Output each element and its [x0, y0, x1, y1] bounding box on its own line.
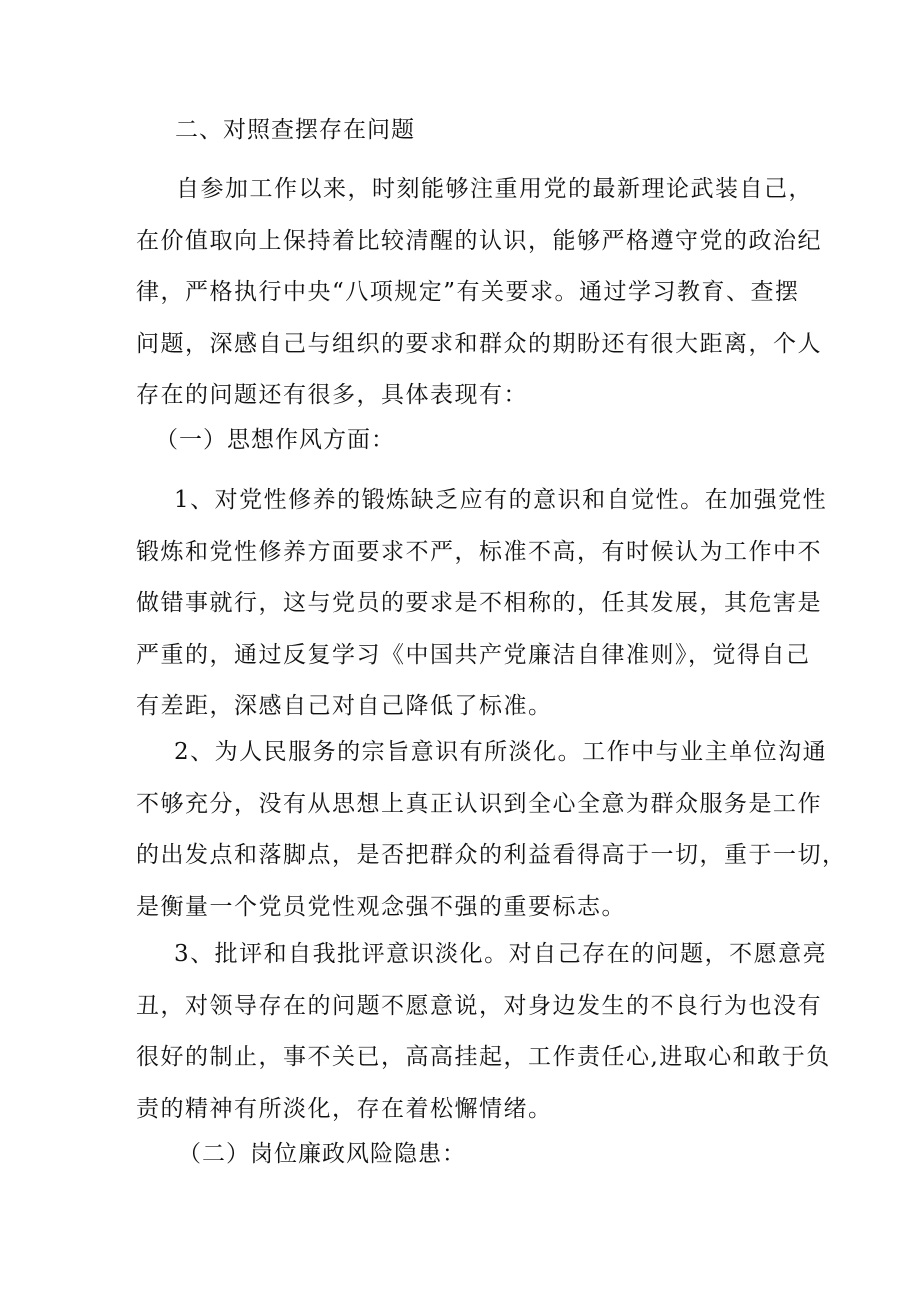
- text-line: 律，严格执行中央“八项规定”有关要求。通过学习教育、查摆: [136, 279, 800, 305]
- text-line: 做错事就行，这与党员的要求是不相称的，任其发展，其危害是: [136, 590, 822, 616]
- item-1-paragraph: [136, 475, 828, 733]
- text-line: 丑，对领导存在的问题不愿意说，对身边发生的不良行为也没有: [136, 992, 822, 1019]
- item-3-paragraph: [136, 929, 831, 1135]
- intro-paragraph: [136, 164, 822, 422]
- subsection-title-1: （一）思想作风方面：: [155, 427, 395, 453]
- text-line: 存在的问题还有很多，具体表现有：: [136, 382, 528, 408]
- text-line: 有差距，深感自己对自己降低了标准。: [136, 693, 553, 719]
- text-line: 不够充分，没有从思想上真正认识到全心全意为群众服务是工作: [136, 790, 822, 817]
- text-line: 责的精神有所淡化，存在着松懈情绪。: [136, 1095, 553, 1122]
- text-line: 1、对党性修养的锻炼缺乏应有的意识和自觉性。在加强党性: [174, 487, 828, 513]
- text-line: 3、批评和自我批评意识淡化。对自己存在的问题，不愿意亮: [174, 941, 828, 967]
- text-line: 很好的制止，事不关已，高高挂起，工作责任心,进取心和敢于负: [136, 1044, 831, 1070]
- text-line: 严重的，通过反复学习《中国共产党廉洁自律准则》，觉得自己: [136, 641, 811, 668]
- text-line: 自参加工作以来，时刻能够注重用党的最新理论武装自己，: [176, 176, 813, 202]
- subsection-title-2: （二）岗位廉政风险隐患：: [178, 1141, 466, 1167]
- text-line: 锻炼和党性修养方面要求不严，标准不高，有时候认为工作中不: [136, 538, 822, 565]
- item-2-paragraph: [136, 727, 847, 933]
- text-line: 的出发点和落脚点，是否把群众的利益看得高于一切，重于一切，: [136, 842, 847, 868]
- text-line: 是衡量一个党员党性观念强不强的重要标志。: [136, 893, 626, 920]
- text-line: 问题，深感自己与组织的要求和群众的期盼还有很大距离，个人: [136, 330, 822, 357]
- text-line: 在价值取向上保持着比较清醒的认识，能够严格遵守党的政治纪: [136, 227, 822, 254]
- section-title: 二、对照查摆存在问题: [175, 117, 415, 143]
- text-line: 2、为人民服务的宗旨意识有所淡化。工作中与业主单位沟通: [174, 739, 828, 765]
